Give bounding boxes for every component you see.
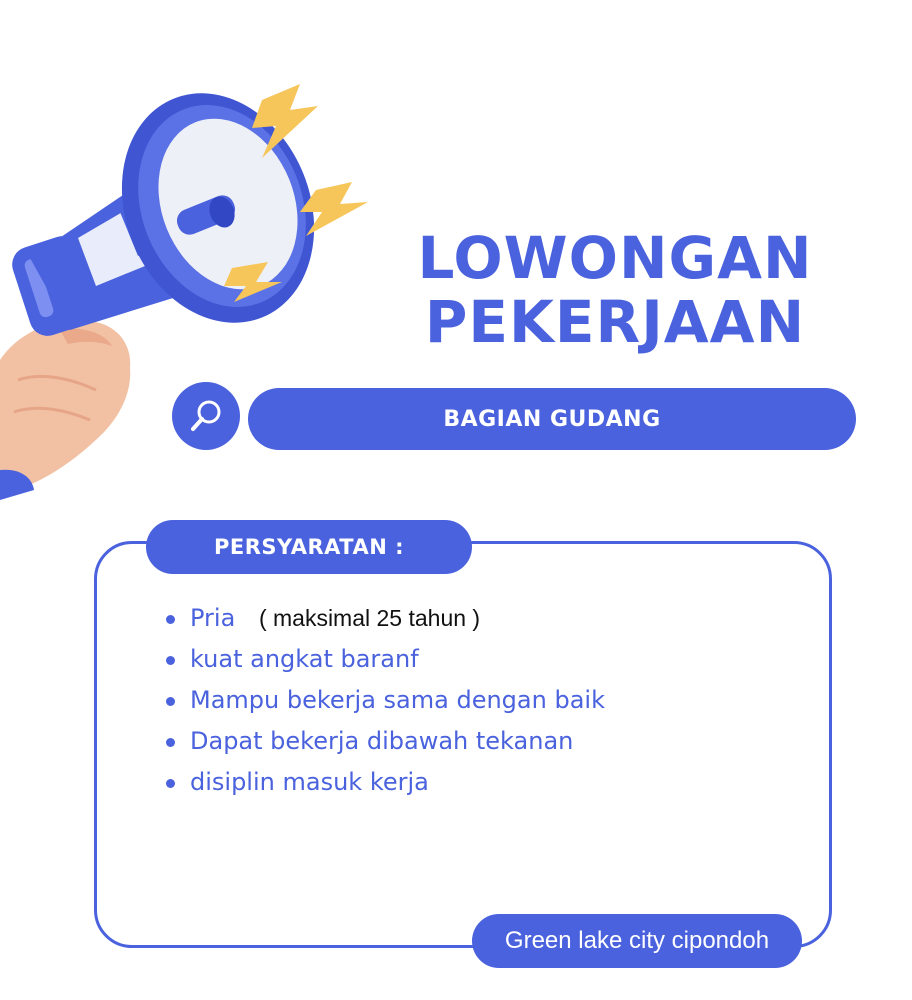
requirement-text: kuat angkat baranf <box>190 645 419 673</box>
search-badge <box>172 382 240 450</box>
requirement-text: disiplin masuk kerja <box>190 768 429 796</box>
location-label: Green lake city cipondoh <box>504 927 770 954</box>
hand-illustration <box>0 320 130 500</box>
bullet-icon <box>166 615 175 624</box>
location-badge <box>472 914 802 968</box>
megaphone-icon <box>7 64 347 352</box>
bullet-icon <box>166 738 175 747</box>
list-item <box>160 680 605 721</box>
list-item <box>160 721 605 762</box>
list-item <box>160 762 605 803</box>
list-item <box>160 639 605 680</box>
headline-line-1: LOWONGAN <box>417 224 813 292</box>
requirements-label: PERSYARATAN : <box>213 535 404 559</box>
requirement-text: Pria <box>190 604 236 632</box>
requirement-note: ( maksimal 25 tahun ) <box>258 605 481 631</box>
bullet-icon <box>166 697 175 706</box>
bullet-icon <box>166 779 175 788</box>
headline-line-2: PEKERJAAN <box>424 288 806 356</box>
bullet-icon <box>166 656 175 665</box>
requirements-list <box>160 598 605 803</box>
requirement-text: Dapat bekerja dibawah tekanan <box>190 727 574 755</box>
position-banner <box>248 388 856 450</box>
list-item <box>160 598 605 639</box>
position-label: BAGIAN GUDANG <box>443 406 661 432</box>
search-icon <box>186 396 226 436</box>
headline <box>380 226 850 354</box>
requirement-text: Mampu bekerja sama dengan baik <box>190 686 605 714</box>
requirements-heading <box>146 520 472 574</box>
